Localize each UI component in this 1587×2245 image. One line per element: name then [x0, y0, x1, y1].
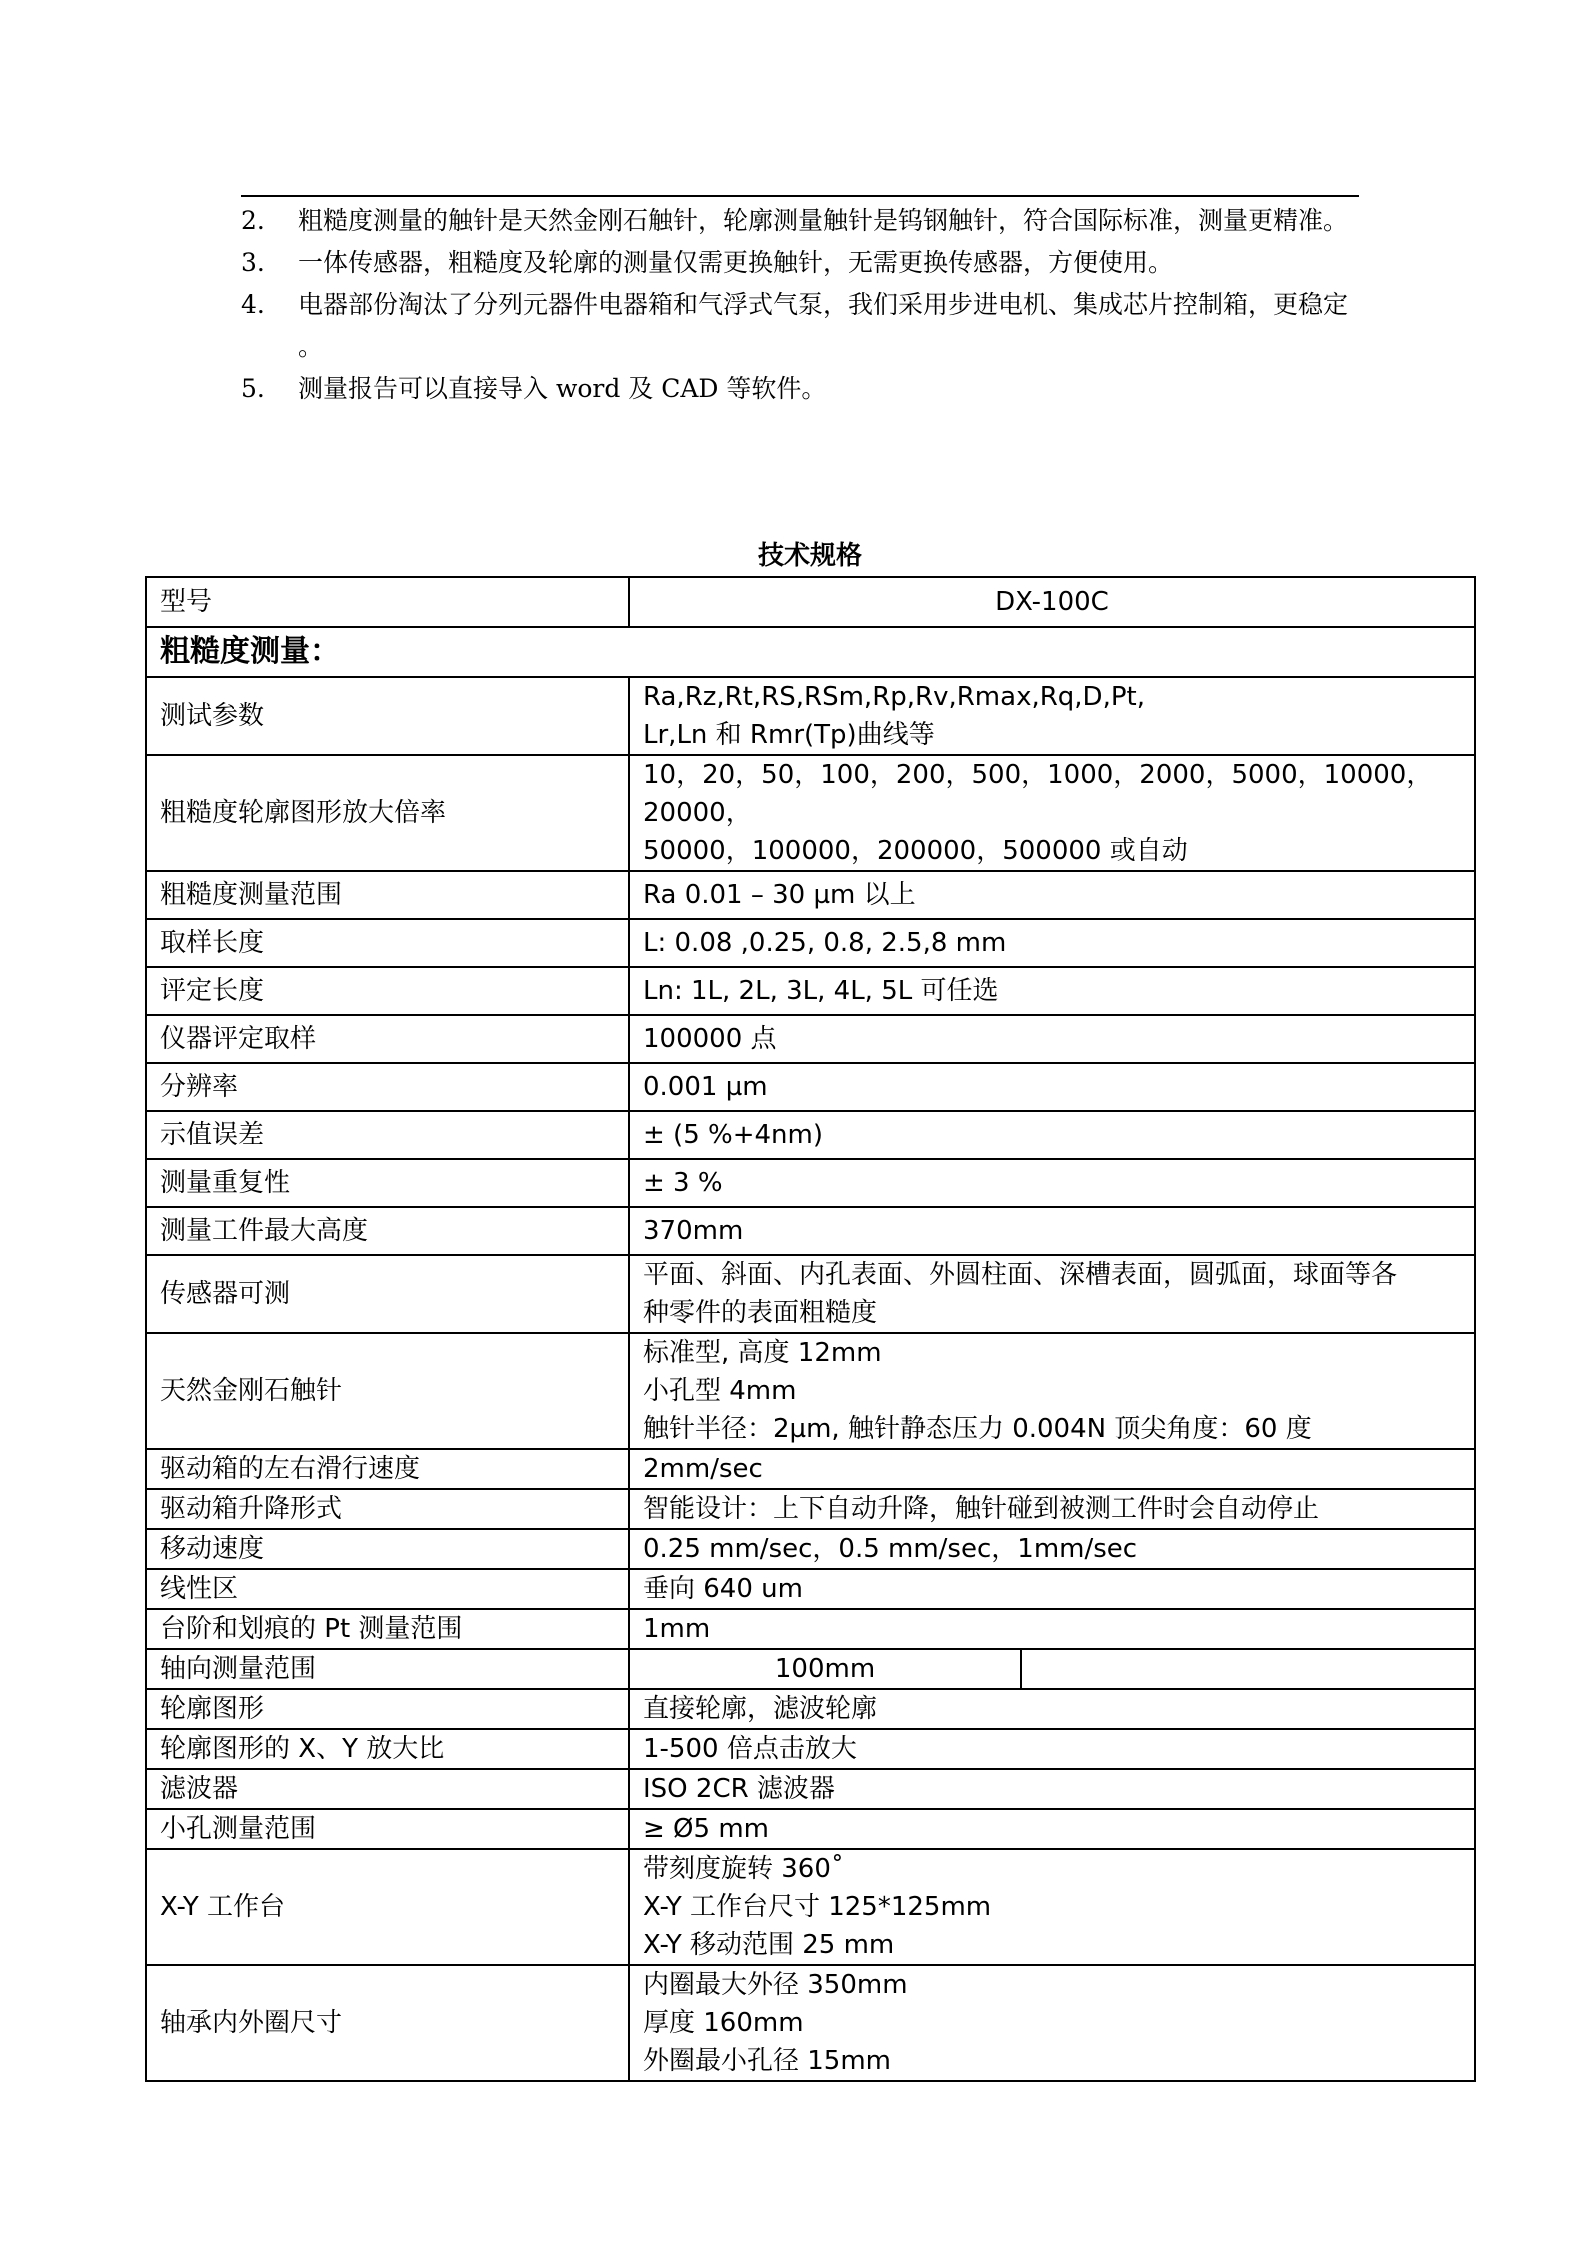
row-key: 传感器可测 — [146, 1255, 629, 1333]
row-value — [629, 1729, 1475, 1769]
list-item — [241, 284, 1361, 368]
row-value-line: 平面、斜面、内孔表面、外圆柱面、深槽表面，圆弧面，球面等各 — [643, 1260, 1398, 1290]
table-row — [146, 871, 1475, 919]
table-row — [146, 1729, 1475, 1769]
row-key: 轴向测量范围 — [146, 1649, 629, 1689]
row-value-line: ± (5 %+4nm) — [643, 1120, 823, 1150]
feature-list — [241, 200, 1361, 410]
row-value-line: 100000 点 — [643, 1024, 777, 1054]
table-row — [146, 1769, 1475, 1809]
row-key: 线性区 — [146, 1569, 629, 1609]
row-value — [629, 755, 1475, 871]
row-value-line: L: 0.08 ,0.25, 0.8, 2.5,8 mm — [643, 928, 1007, 958]
row-key: 测试参数 — [146, 677, 629, 755]
row-key: 轮廓图形的 X、Y 放大比 — [146, 1729, 629, 1769]
row-key: 小孔测量范围 — [146, 1809, 629, 1849]
row-value-line: 2mm/sec — [643, 1454, 763, 1484]
row-key: X-Y 工作台 — [146, 1849, 629, 1965]
list-text: 一体传感器，粗糙度及轮廓的测量仅需更换触针，无需更换传感器，方便使用。 — [298, 248, 1174, 277]
row-value-line: 50000，100000，200000，500000 或自动 — [643, 836, 1188, 866]
table-row — [146, 1159, 1475, 1207]
row-value-line: 垂向 640 um — [643, 1574, 803, 1604]
list-text: 测量报告可以直接导入 word 及 CAD 等软件。 — [298, 374, 827, 403]
row-value — [629, 1159, 1475, 1207]
table-row — [146, 1063, 1475, 1111]
list-number: 4. — [241, 290, 265, 319]
row-value — [629, 871, 1475, 919]
row-value — [629, 677, 1475, 755]
row-value — [629, 967, 1475, 1015]
row-value-line: 小孔型 4mm — [643, 1376, 797, 1406]
row-key: 评定长度 — [146, 967, 629, 1015]
row-value-line: 0.001 µm — [643, 1072, 768, 1102]
table-row — [146, 1569, 1475, 1609]
row-value — [629, 1965, 1475, 2081]
section-header-row — [146, 627, 1475, 677]
row-value — [629, 1689, 1475, 1729]
row-key: 粗糙度测量范围 — [146, 871, 629, 919]
row-value-line: 内圈最大外径 350mm — [643, 1970, 908, 2000]
row-value-line: 370mm — [643, 1216, 744, 1246]
table-row — [146, 1489, 1475, 1529]
table-row — [146, 1529, 1475, 1569]
empty-subcell — [1022, 1650, 1474, 1688]
header-rule — [241, 195, 1359, 197]
row-value-line: Lr,Ln 和 Rmr(Tp)曲线等 — [643, 720, 935, 750]
row-key: 轮廓图形 — [146, 1689, 629, 1729]
row-key: 示值误差 — [146, 1111, 629, 1159]
table-row — [146, 1015, 1475, 1063]
list-text: 电器部份淘汰了分列元器件电器箱和气浮式气泵，我们采用步进电机、集成芯片控制箱，更稳定 。 — [298, 290, 1349, 361]
table-row — [146, 1333, 1475, 1449]
row-key: 驱动箱的左右滑行速度 — [146, 1449, 629, 1489]
list-number: 5. — [241, 374, 265, 403]
row-value — [629, 1255, 1475, 1333]
row-key: 粗糙度轮廓图形放大倍率 — [146, 755, 629, 871]
row-value-line: 1mm — [643, 1614, 711, 1644]
row-key: 测量重复性 — [146, 1159, 629, 1207]
row-key: 型号 — [146, 577, 629, 627]
list-item — [241, 200, 1361, 242]
row-value-line: Ra 0.01 – 30 µm 以上 — [643, 880, 916, 910]
row-key: 滤波器 — [146, 1769, 629, 1809]
row-value-line: 智能设计：上下自动升降，触针碰到被测工件时会自动停止 — [643, 1494, 1320, 1524]
row-key: 台阶和划痕的 Pt 测量范围 — [146, 1609, 629, 1649]
list-number: 2. — [241, 206, 265, 235]
table-row — [146, 677, 1475, 755]
row-value — [629, 1015, 1475, 1063]
table-row — [146, 1849, 1475, 1965]
table-row — [146, 1689, 1475, 1729]
row-value-line: Ra,Rz,Rt,RS,RSm,Rp,Rv,Rmax,Rq,D,Pt, — [643, 682, 1145, 712]
list-item — [241, 368, 1361, 410]
row-value — [629, 1207, 1475, 1255]
table-row — [146, 1255, 1475, 1333]
table-row — [146, 1111, 1475, 1159]
table-row — [146, 1965, 1475, 2081]
row-value-line: Ln: 1L, 2L, 3L, 4L, 5L 可任选 — [643, 976, 999, 1006]
table-row — [146, 967, 1475, 1015]
list-number: 3. — [241, 248, 265, 277]
row-value-line: X-Y 移动范围 25 mm — [643, 1930, 895, 1960]
row-value-line: 10，20，50，100，200，500，1000，2000，5000，10000，20000， — [643, 760, 1433, 828]
row-value: DX-100C — [629, 577, 1475, 627]
row-value — [629, 1769, 1475, 1809]
row-value — [629, 1609, 1475, 1649]
row-value-line: 标准型, 高度 12mm — [643, 1338, 882, 1368]
row-key: 取样长度 — [146, 919, 629, 967]
row-value — [629, 1649, 1475, 1689]
row-value-line: 带刻度旋转 360˚ — [643, 1854, 844, 1884]
table-row — [146, 1649, 1475, 1689]
row-value-line: 0.25 mm/sec，0.5 mm/sec，1mm/sec — [643, 1534, 1138, 1564]
table-row — [146, 1449, 1475, 1489]
row-value-line: X-Y 工作台尺寸 125*125mm — [643, 1892, 992, 1922]
table-row — [146, 577, 1475, 627]
row-key: 分辨率 — [146, 1063, 629, 1111]
row-value — [629, 1489, 1475, 1529]
row-key: 仪器评定取样 — [146, 1015, 629, 1063]
row-value-line: 触针半径：2µm, 触针静态压力 0.004N 顶尖角度：60 度 — [643, 1414, 1312, 1444]
table-row — [146, 1609, 1475, 1649]
row-value — [629, 1569, 1475, 1609]
row-value-line: 种零件的表面粗糙度 — [643, 1298, 878, 1328]
row-value — [629, 1849, 1475, 1965]
row-key: 驱动箱升降形式 — [146, 1489, 629, 1529]
table-row — [146, 755, 1475, 871]
row-value — [629, 1333, 1475, 1449]
row-value-line: 100mm — [630, 1650, 1022, 1688]
table-row — [146, 1207, 1475, 1255]
row-value-line: 1-500 倍点击放大 — [643, 1734, 857, 1764]
row-value — [629, 1111, 1475, 1159]
section-header: 粗糙度测量： — [146, 627, 1475, 677]
table-title: 技术规格 — [757, 541, 862, 571]
row-value — [629, 1449, 1475, 1489]
row-value — [629, 1529, 1475, 1569]
list-text: 粗糙度测量的触针是天然金刚石触针，轮廓测量触针是钨钢触针，符合国际标准，测量更精准。 — [298, 206, 1349, 235]
spec-table — [145, 576, 1476, 2082]
split-cell — [630, 1650, 1474, 1688]
row-key: 移动速度 — [146, 1529, 629, 1569]
row-value-line: ≥ Ø5 mm — [643, 1814, 769, 1844]
row-value — [629, 1809, 1475, 1849]
row-value — [629, 919, 1475, 967]
row-value-line: ± 3 % — [643, 1168, 723, 1198]
row-key: 轴承内外圈尺寸 — [146, 1965, 629, 2081]
row-value-line: 直接轮廓，滤波轮廓 — [643, 1694, 878, 1724]
row-key: 测量工件最大高度 — [146, 1207, 629, 1255]
row-value-line: 外圈最小孔径 15mm — [643, 2046, 892, 2076]
row-value-line: 厚度 160mm — [643, 2008, 804, 2038]
list-item — [241, 242, 1361, 284]
row-value — [629, 1063, 1475, 1111]
row-value-line: ISO 2CR 滤波器 — [643, 1774, 835, 1804]
table-row — [146, 1809, 1475, 1849]
row-key: 天然金刚石触针 — [146, 1333, 629, 1449]
table-row — [146, 919, 1475, 967]
